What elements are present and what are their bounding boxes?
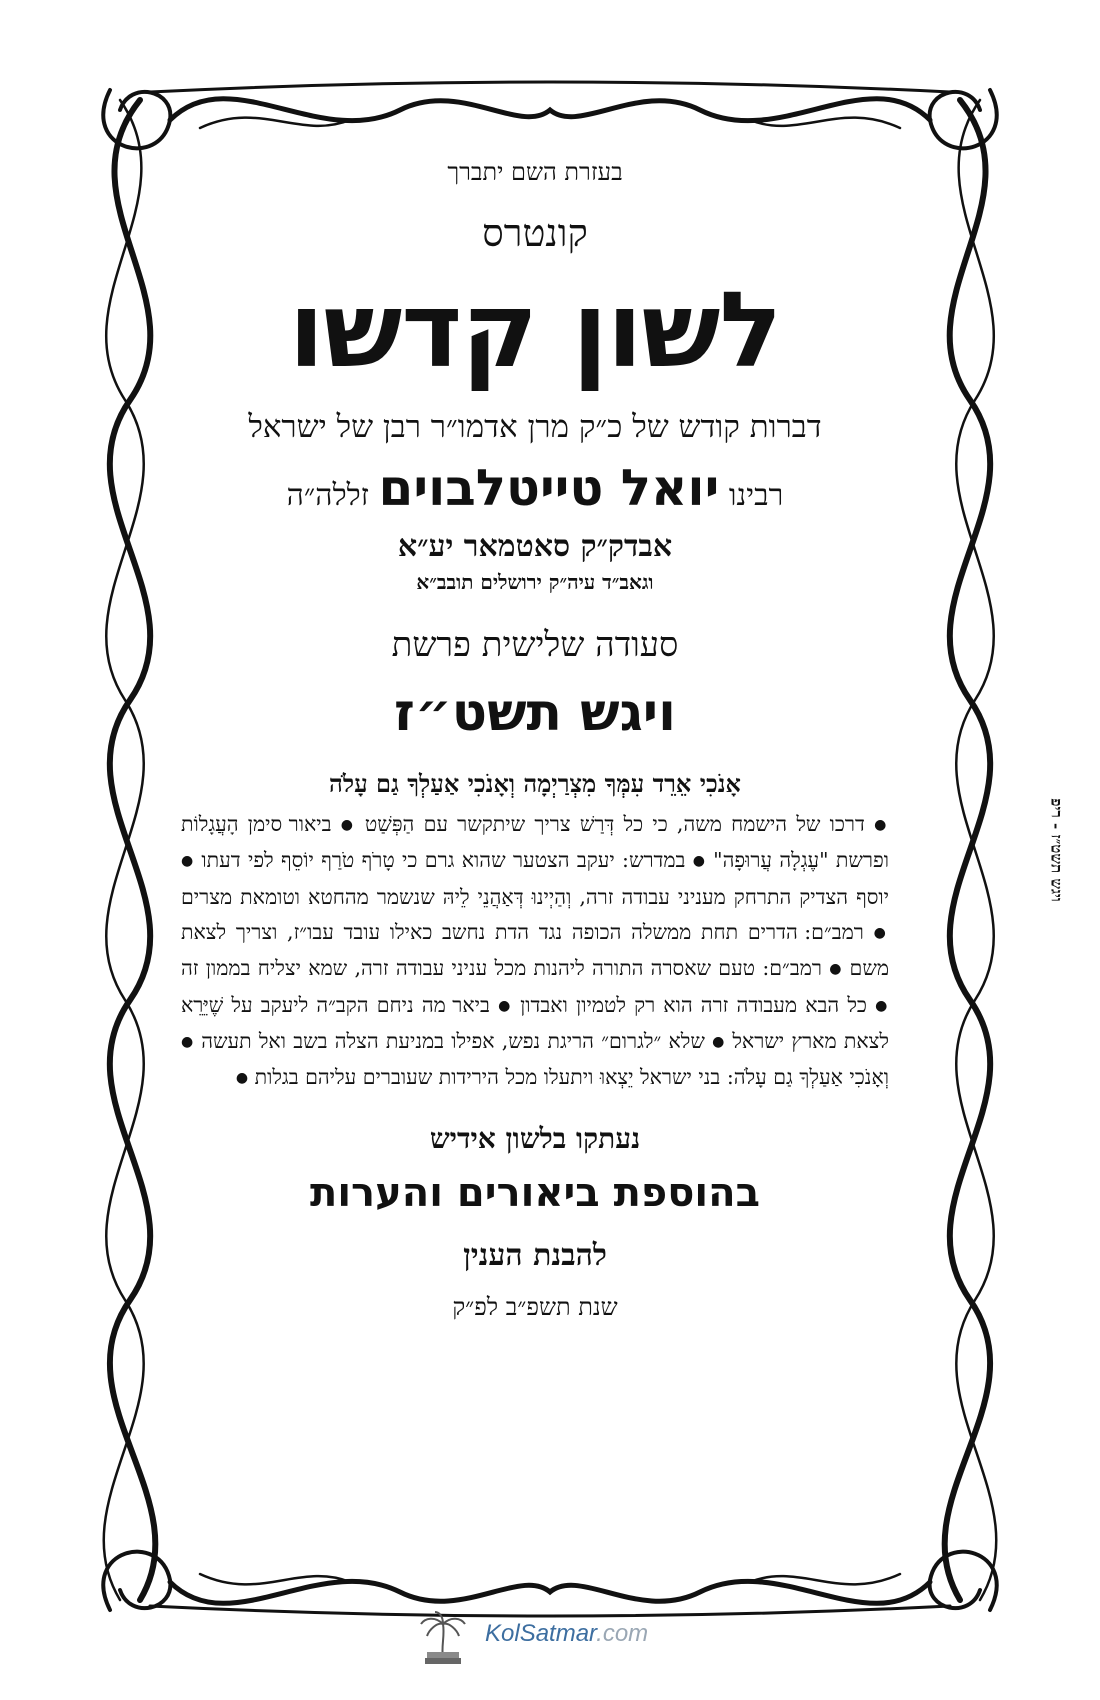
bullet-icon: ● bbox=[873, 924, 890, 941]
summary-item: רמב״ם: טעם שאסרה התורה ליהנות מכל עניני עבודה זרה, שמא יצליח בממון זה bbox=[181, 956, 822, 981]
year-line: שנת תשפ״ב לפ״ק bbox=[452, 1293, 618, 1322]
summary-item: שלא ״לגרום״ הריגת נפש, אפילו במניעת הצלה בשב ואל תעשה bbox=[201, 1028, 705, 1053]
title-page-content bbox=[175, 150, 895, 1520]
rabbi-name: יואל טייטלבוים bbox=[378, 459, 720, 518]
seuda-shlishis-line: סעודה שלישית פרשת bbox=[391, 625, 679, 666]
bullet-icon: ● bbox=[692, 853, 706, 870]
palm-tree-books-icon bbox=[413, 1608, 473, 1668]
bullet-icon: ● bbox=[498, 997, 512, 1014]
summary-item: יוסף הצדיק התרחק מעניני עבודה זרה, וְהַיְינוּ דְּאַהֲנֵי לֵיהּ שנשמר מהחטא וטומאת מצרים bbox=[181, 884, 889, 909]
yiddish-translation-line: נעתקו בלשון אידיש bbox=[429, 1122, 641, 1156]
jerusalem-line: וגאב״ד עיה״ק ירושלים תובב״א bbox=[416, 570, 654, 595]
divrei-kodesh-line: דברות קודש של כ״ק מרן אדמו״ר רבן של ישראל bbox=[248, 409, 822, 446]
main-title: לשון קדשו bbox=[288, 269, 782, 391]
summary-item: וְאָנֹכִי אַעַלְךָ גַם עָלֹה: בני ישראל יֵצְאוּ ויתעלו מכל הירידות שעוברים עליהם בגלות bbox=[254, 1065, 889, 1090]
bullet-icon: ● bbox=[235, 1069, 249, 1086]
logo-name: KolSatmar bbox=[485, 1620, 597, 1647]
summary-item: כל הבא מעבודה זרה הוא רק לטמיון ואבדון bbox=[520, 992, 867, 1017]
kolsatmar-logo[interactable] bbox=[413, 1608, 693, 1668]
logo-domain: .com bbox=[596, 1620, 649, 1647]
bullet-icon: ● bbox=[874, 816, 889, 833]
verse-heading: אָנֹכִי אֵרֵד עִמְּךָ מִצְרַיְמָה וְאָנֹכִי אַעַלְךָ גַם עָלֹה bbox=[329, 769, 741, 799]
bullet-icon: ● bbox=[875, 997, 889, 1014]
blessing-line: בעזרת השם יתברך bbox=[447, 158, 623, 186]
summary-item: ביאור סימן הָעֲגָלוֹת ופרשת "עֶגְלָה עֲרוּפָה" bbox=[181, 812, 889, 873]
summary-item: דרכו של הישמח משה, כי כל דְּרַשׁ צריך שיתקשר עם הַפְּשַׁט bbox=[364, 812, 865, 837]
rabbi-prefix: רבינו bbox=[728, 478, 784, 514]
rabbi-name-line bbox=[175, 459, 895, 517]
bullet-icon: ● bbox=[712, 1033, 726, 1050]
kuntres-label: קונטרס bbox=[482, 211, 588, 255]
understanding-line: להבנת הענין bbox=[463, 1238, 607, 1274]
summary-item: רמב״ם: הדרים תחת ממשלה הכופה נגד הדת נחשב כאילו עובד עבו״ז, וצריך לצאת משם bbox=[181, 920, 889, 981]
side-label: ויגש תשט״ז - ריפ bbox=[1047, 798, 1066, 902]
av-beis-din-line: אבדק״ק סאטמאר יע״א bbox=[397, 529, 673, 565]
bullet-icon: ● bbox=[181, 1033, 194, 1050]
bullet-icon: ● bbox=[181, 853, 195, 870]
summary-paragraph bbox=[175, 807, 895, 1096]
bullet-icon: ● bbox=[340, 816, 356, 833]
parsha-title: ויגש תשט״ז bbox=[394, 683, 676, 744]
additions-line: בהוספת ביאורים והערות bbox=[310, 1170, 760, 1217]
summary-item: ביאר מה ניחם הקב״ה ליעקב על שֶׁיֵּרֵא לצאת מארץ ישראל bbox=[181, 992, 889, 1053]
rabbi-suffix: זללה״ה bbox=[286, 478, 369, 514]
bullet-icon: ● bbox=[829, 961, 843, 978]
summary-item: במדרש: יעקב הצטער שהוא גרם כי טָרֹף טֹרַף יוֹסֵף לפי דעתו bbox=[201, 848, 686, 873]
logo-text bbox=[485, 1620, 648, 1648]
